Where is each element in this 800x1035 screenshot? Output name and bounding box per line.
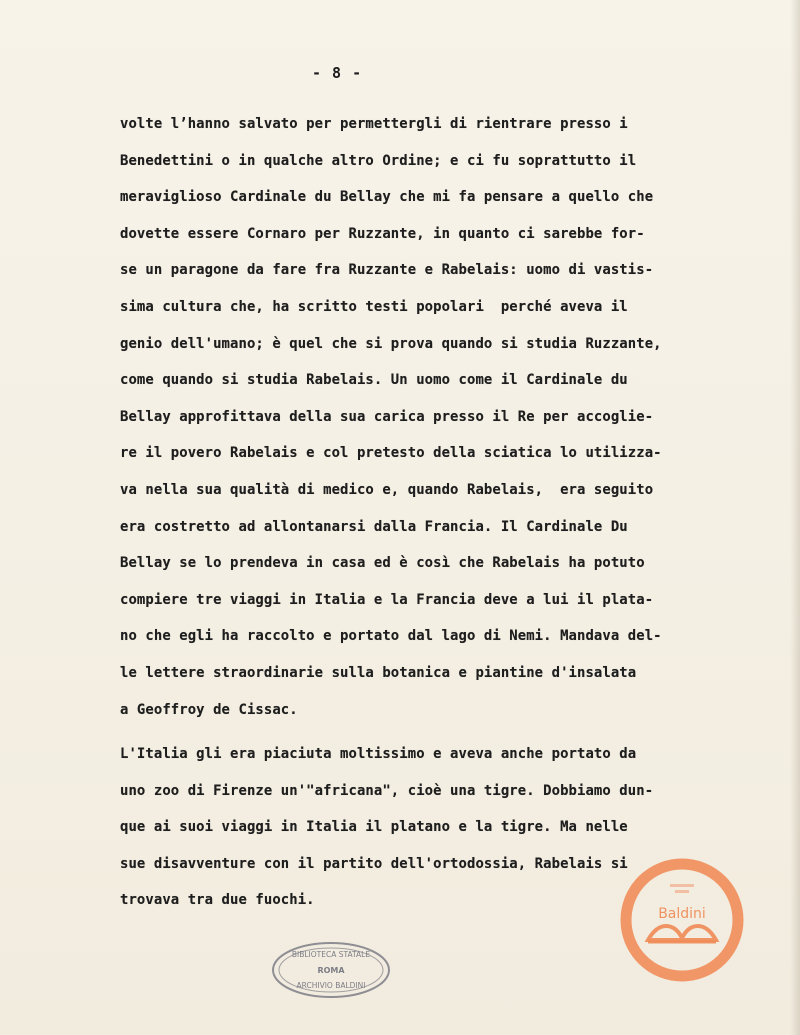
text-line: era costretto ad allontanarsi dalla Francia. Il Cardinale Du	[120, 518, 628, 535]
library-logo-text: Baldini	[658, 906, 706, 922]
text-line: Bellay approfittava della sua carica presso il Re per accoglie-	[120, 408, 654, 425]
open-book-icon	[648, 926, 716, 940]
page-number: - 8 -	[312, 64, 363, 82]
text-line: Bellay se lo prendeva in casa ed è così che Rabelais ha potuto	[120, 555, 645, 572]
text-line: le lettere straordinarie sulla botanica e piantine d'insalata	[120, 664, 637, 681]
text-line: trovava tra due fuochi.	[120, 892, 315, 909]
library-logo	[620, 858, 744, 982]
paragraph-gap	[120, 734, 740, 742]
paragraph-1	[120, 112, 740, 734]
text-line: volte l’hanno salvato per permettergli di rientrare presso i	[120, 116, 628, 132]
text-line: come quando si studia Rabelais. Un uomo come il Cardinale du	[120, 372, 628, 389]
text-line: no che egli ha raccolto e portato dal lago di Nemi. Mandava del-	[120, 628, 662, 645]
text-line: L'Italia gli era piaciuta moltissimo e aveva anche portato da	[120, 746, 637, 763]
text-line: re il povero Rabelais e col pretesto della sciatica lo utilizza-	[120, 445, 662, 462]
archive-stamp-top: BIBLIOTECA STATALE	[291, 950, 371, 959]
text-line: meraviglioso Cardinale du Bellay che mi fa pensare a quello che	[120, 189, 654, 206]
archive-stamp-middle: ROMA	[317, 966, 345, 975]
text-line: sima cultura che, ha scritto testi popolari perché aveva il	[120, 298, 628, 315]
archive-stamp-bottom: ARCHIVIO BALDINI	[296, 981, 366, 990]
text-line: a Geoffroy de Cissac.	[120, 701, 298, 718]
text-line: se un paragone da fare fra Ruzzante e Rabelais: uomo di vastis-	[120, 262, 654, 279]
text-line: uno zoo di Firenze un'"africana", cioè una tigre. Dobbiamo dun-	[120, 782, 654, 799]
archive-stamp	[268, 938, 394, 1002]
text-line: genio dell'umano; è quel che si prova quando si studia Ruzzante,	[120, 335, 662, 352]
text-line: compiere tre viaggi in Italia e la Francia deve a lui il plata-	[120, 591, 654, 608]
text-line: sue disavventure con il partito dell'ortodossia, Rabelais si	[120, 855, 628, 872]
text-line: dovette essere Cornaro per Ruzzante, in quanto ci sarebbe for-	[120, 225, 645, 242]
text-line: Benedettini o in qualche altro Ordine; e ci fu soprattutto il	[120, 152, 637, 169]
text-line: que ai suoi viaggi in Italia il platano e la tigre. Ma nelle	[120, 819, 628, 836]
body-text	[120, 112, 740, 925]
text-line: va nella sua qualità di medico e, quando Rabelais, era seguito	[120, 481, 654, 498]
